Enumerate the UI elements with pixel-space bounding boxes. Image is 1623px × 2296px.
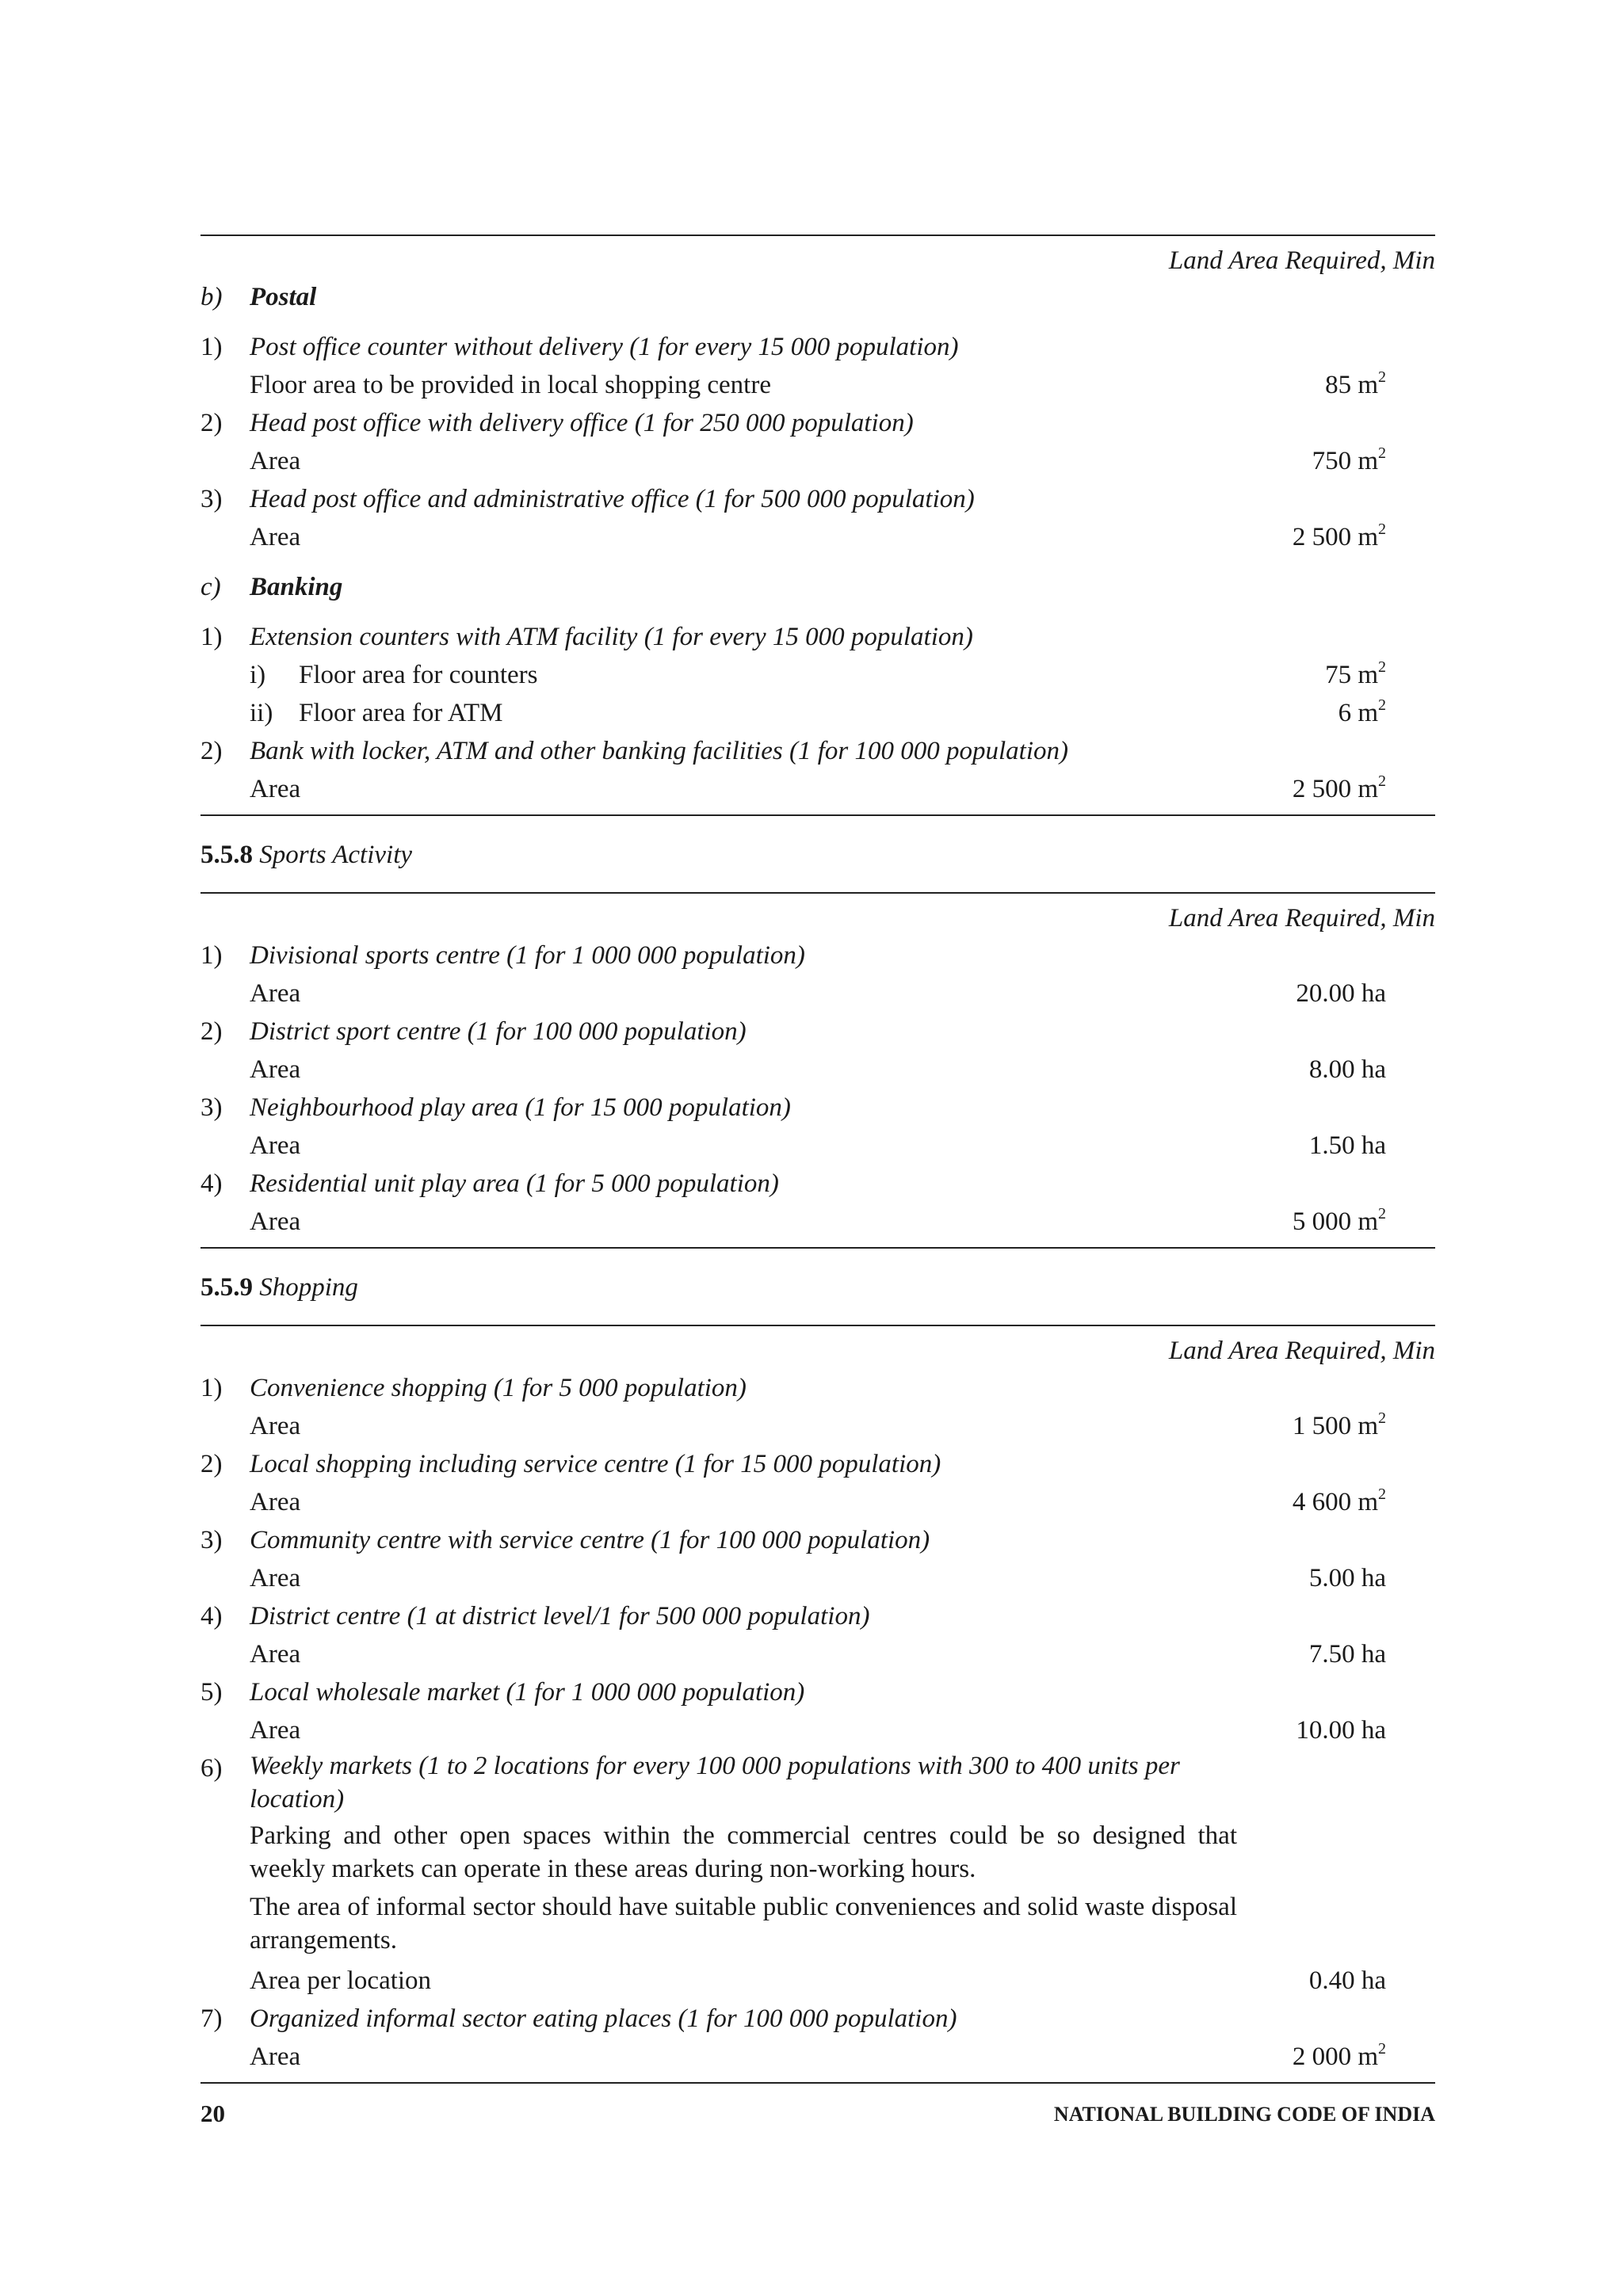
item-number: 1) [200, 333, 223, 361]
area-row [200, 1127, 1435, 1165]
area-value: 20.00 ha [1296, 979, 1386, 1008]
item-text: Community centre with service centre (1 for 100 000 population) [250, 1526, 930, 1554]
area-row [200, 694, 1435, 732]
list-item [200, 1013, 1435, 1051]
area-label: Floor area for counters [299, 661, 538, 689]
list-item [200, 732, 1435, 770]
subsection-label: c) [200, 573, 221, 601]
item-text: Extension counters with ATM facility (1 for every 15 000 population) [250, 623, 973, 651]
list-item [200, 404, 1435, 442]
area-value: 1 500 $m^2$ [1292, 1409, 1386, 1440]
area-value: 0.40 ha [1308, 1966, 1386, 1995]
item-number: 4) [200, 1602, 223, 1630]
item-number: 3) [200, 1526, 223, 1554]
table-top-rule [200, 1325, 1435, 1326]
area-value: 2 000 $m^2$ [1292, 2040, 1386, 2071]
area-label: Area [250, 1412, 301, 1440]
paragraph: Parking and other open spaces within the commercial centres could be so designed that weekly markets can operate in these areas during non-working hours. [250, 1821, 1237, 1883]
area-row [200, 1483, 1435, 1521]
list-item [200, 1445, 1435, 1483]
area-row [200, 366, 1435, 404]
column-header: Land Area Required, Min [1168, 1337, 1435, 1365]
item-number: 7) [200, 2004, 223, 2033]
area-label: Area [250, 523, 301, 551]
section-number: 5.5.8 [200, 841, 253, 869]
area-label: Area [250, 1055, 301, 1084]
area-label: Area [250, 1564, 301, 1592]
area-row [200, 1635, 1435, 1673]
section-title: Sports Activity [259, 841, 413, 869]
subsection-postal [200, 279, 1435, 315]
area-value: 5.00 ha [1308, 1564, 1386, 1592]
list-item [200, 1369, 1435, 1407]
section-title: Shopping [259, 1273, 358, 1302]
item-text: Local wholesale market (1 for 1 000 000 population) [250, 1678, 805, 1707]
list-item [200, 1749, 1435, 1816]
area-row [200, 442, 1435, 480]
area-label: Area [250, 1131, 301, 1160]
item-text: Divisional sports centre (1 for 1 000 000 population) [250, 941, 805, 970]
item-number: 2) [200, 409, 223, 437]
table-top-rule [200, 235, 1435, 236]
sub-item-number: i) [250, 661, 266, 689]
column-header: Land Area Required, Min [1168, 904, 1435, 933]
item-number: 5) [200, 1678, 223, 1707]
area-value: 10.00 ha [1296, 1716, 1386, 1745]
item-text: Post office counter without delivery (1 for every 15 000 population) [250, 333, 959, 361]
table-top-rule [200, 892, 1435, 894]
document-body [200, 235, 1435, 2084]
item-text: Convenience shopping (1 for 5 000 population) [250, 1374, 747, 1402]
item-text: Organized informal sector eating places (1 for 100 000 population) [250, 2004, 957, 2033]
list-item [200, 1165, 1435, 1203]
item-number: 2) [200, 737, 223, 765]
subsection-title: Banking [250, 573, 343, 601]
list-item [200, 1597, 1435, 1635]
table-bottom-rule [200, 2082, 1435, 2084]
section-heading-shopping [200, 1269, 1435, 1306]
area-value: 7.50 ha [1308, 1640, 1386, 1669]
area-value: 75 $m^2$ [1325, 658, 1386, 689]
shopping-list [200, 1369, 1435, 1749]
item-text: District sport centre (1 for 100 000 population) [250, 1017, 747, 1046]
item-number: 4) [200, 1169, 223, 1198]
item-number: 2) [200, 1017, 223, 1046]
item-text: Head post office with delivery office (1 for 250 000 population) [250, 409, 914, 437]
area-value: 4 600 $m^2$ [1292, 1486, 1386, 1516]
area-row [200, 974, 1435, 1013]
paragraph: The area of informal sector should have suitable public conveniences and solid waste disposal arrangements. [250, 1893, 1237, 1955]
area-value: 8.00 ha [1308, 1055, 1386, 1084]
page-footer [200, 2100, 1435, 2128]
item-number: 1) [200, 1374, 223, 1402]
item-number: 6) [200, 1754, 223, 1783]
table-bottom-rule [200, 814, 1435, 816]
area-label: Area per location [250, 1966, 432, 1995]
area-value: 5 000 $m^2$ [1292, 1205, 1386, 1236]
area-row [200, 1559, 1435, 1597]
page-number: 20 [200, 2100, 225, 2127]
area-label: Floor area to be provided in local shopping centre [250, 371, 771, 399]
sports-list [200, 936, 1435, 1241]
area-row [200, 1407, 1435, 1445]
list-item [200, 328, 1435, 366]
area-label: Area [250, 775, 301, 803]
area-value: 85 $m^2$ [1325, 368, 1386, 399]
section-heading-sports [200, 837, 1435, 873]
list-item [200, 618, 1435, 656]
list-item [200, 480, 1435, 518]
area-row [200, 1711, 1435, 1749]
area-row [200, 770, 1435, 808]
list-item [200, 936, 1435, 974]
item-text: Weekly markets (1 to 2 locations for every 100 000 populations with 300 to 400 units per location) [250, 1752, 1180, 1814]
item-text: Neighbourhood play area (1 for 15 000 population) [250, 1093, 791, 1122]
area-value: 2 500 $m^2$ [1292, 772, 1386, 803]
area-row [200, 518, 1435, 556]
item-text: Bank with locker, ATM and other banking facilities (1 for 100 000 population) [250, 737, 1068, 765]
table-bottom-rule [200, 1247, 1435, 1249]
area-value: 750 $m^2$ [1312, 444, 1386, 475]
item-number: 3) [200, 485, 223, 513]
area-label: Area [250, 1207, 301, 1236]
column-header: Land Area Required, Min [1168, 246, 1435, 275]
area-row [200, 656, 1435, 694]
item-number: 3) [200, 1093, 223, 1122]
footer-title: NATIONAL BUILDING CODE OF INDIA [1053, 2103, 1435, 2126]
section-number: 5.5.9 [200, 1273, 253, 1302]
item-number: 1) [200, 623, 223, 651]
area-label: Floor area for ATM [299, 699, 503, 727]
area-label: Area [250, 2042, 301, 2071]
area-value: 2 500 $m^2$ [1292, 521, 1386, 551]
item-text: Head post office and administrative office (1 for 500 000 population) [250, 485, 975, 513]
item-text: Local shopping including service centre (1 for 15 000 population) [250, 1450, 941, 1478]
area-value: 1.50 ha [1308, 1131, 1386, 1160]
subsection-banking [200, 569, 1435, 605]
sub-item-number: ii) [250, 699, 273, 727]
area-label: Area [250, 1716, 301, 1745]
area-row [200, 1051, 1435, 1089]
area-row [200, 1203, 1435, 1241]
list-item [200, 1673, 1435, 1711]
area-row [200, 1962, 1435, 2000]
area-row [200, 2038, 1435, 2076]
area-value: 6 $m^2$ [1338, 696, 1386, 727]
list-item [200, 1521, 1435, 1559]
area-label: Area [250, 1640, 301, 1669]
item-text: Residential unit play area (1 for 5 000 population) [250, 1169, 779, 1198]
list-item [200, 1089, 1435, 1127]
item-number: 1) [200, 941, 223, 970]
area-label: Area [250, 979, 301, 1008]
subsection-title: Postal [250, 283, 317, 311]
area-label: Area [250, 1488, 301, 1516]
item-number: 2) [200, 1450, 223, 1478]
item-text: District centre (1 at district level/1 for 500 000 population) [250, 1602, 870, 1630]
subsection-label: b) [200, 283, 223, 311]
area-label: Area [250, 447, 301, 475]
list-item [200, 2000, 1435, 2038]
